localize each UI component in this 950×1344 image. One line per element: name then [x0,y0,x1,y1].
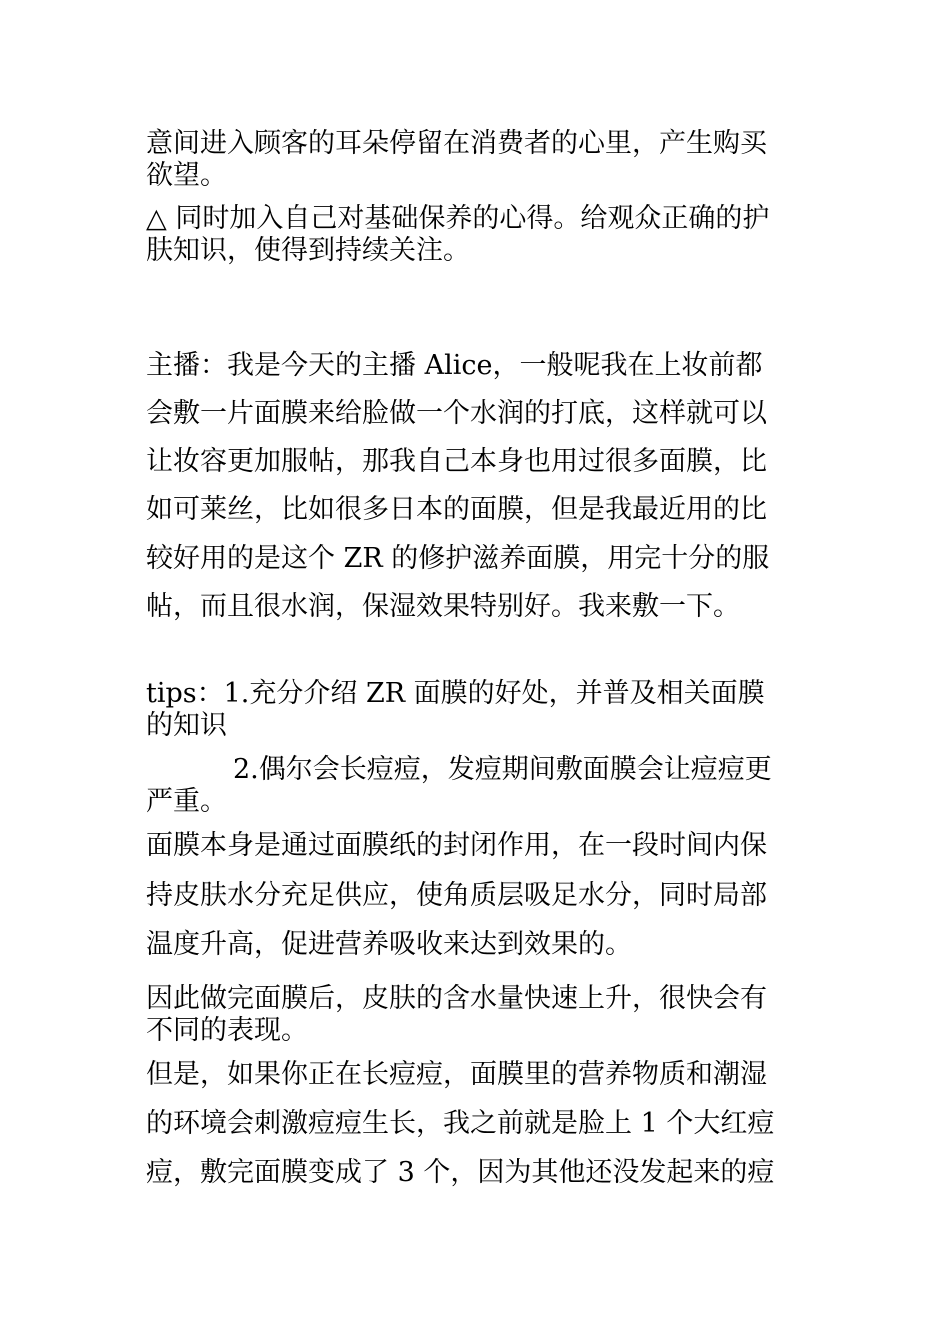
paragraph-2-line-1: △ 同时加入自己对基础保养的心得。给观众正确的护 [146,203,770,234]
tips-line-1: tips：1.充分介绍 ZR 面膜的好处，并普及相关面膜 [146,678,765,709]
paragraph-7-line-2: 的环境会刺激痘痘生长，我之前就是脸上 1 个大红痘 [146,1108,775,1139]
host-line-6: 帖，而且很水润，保湿效果特别好。我来敷一下。 [146,591,740,622]
host-line-2: 会敷一片面膜来给脸做一个水润的打底，这样就可以 [146,398,767,429]
paragraph-6-line-1: 因此做完面膜后，皮肤的含水量快速上升，很快会有 [146,983,767,1014]
host-line-3: 让妆容更加服帖，那我自己本身也用过很多面膜，比 [146,446,767,477]
tips-line-3: 2.偶尔会长痘痘，发痘期间敷面膜会让痘痘更 [233,754,772,785]
paragraph-1-line-2: 欲望。 [146,160,227,191]
host-line-4: 如可莱丝，比如很多日本的面膜，但是我最近用的比 [146,494,767,525]
host-line-1: 主播：我是今天的主播 Alice，一般呢我在上妆前都 [146,350,763,381]
tips-line-2: 的知识 [146,710,227,741]
paragraph-5-line-2: 持皮肤水分充足供应，使角质层吸足水分，同时局部 [146,880,767,911]
paragraph-6-line-2: 不同的表现。 [146,1015,308,1046]
paragraph-1-line-1: 意间进入顾客的耳朵停留在消费者的心里，产生购买 [146,128,767,159]
tips-line-4: 严重。 [146,786,227,817]
paragraph-2-line-2: 肤知识，使得到持续关注。 [146,235,470,266]
paragraph-7-line-1: 但是，如果你正在长痘痘，面膜里的营养物质和潮湿 [146,1059,767,1090]
paragraph-7-line-3: 痘，敷完面膜变成了 3 个，因为其他还没发起来的痘 [146,1157,775,1188]
host-line-5: 较好用的是这个 ZR 的修护滋养面膜，用完十分的服 [146,543,770,574]
paragraph-5-line-1: 面膜本身是通过面膜纸的封闭作用，在一段时间内保 [146,830,767,861]
paragraph-5-line-3: 温度升高，促进营养吸收来达到效果的。 [146,929,632,960]
